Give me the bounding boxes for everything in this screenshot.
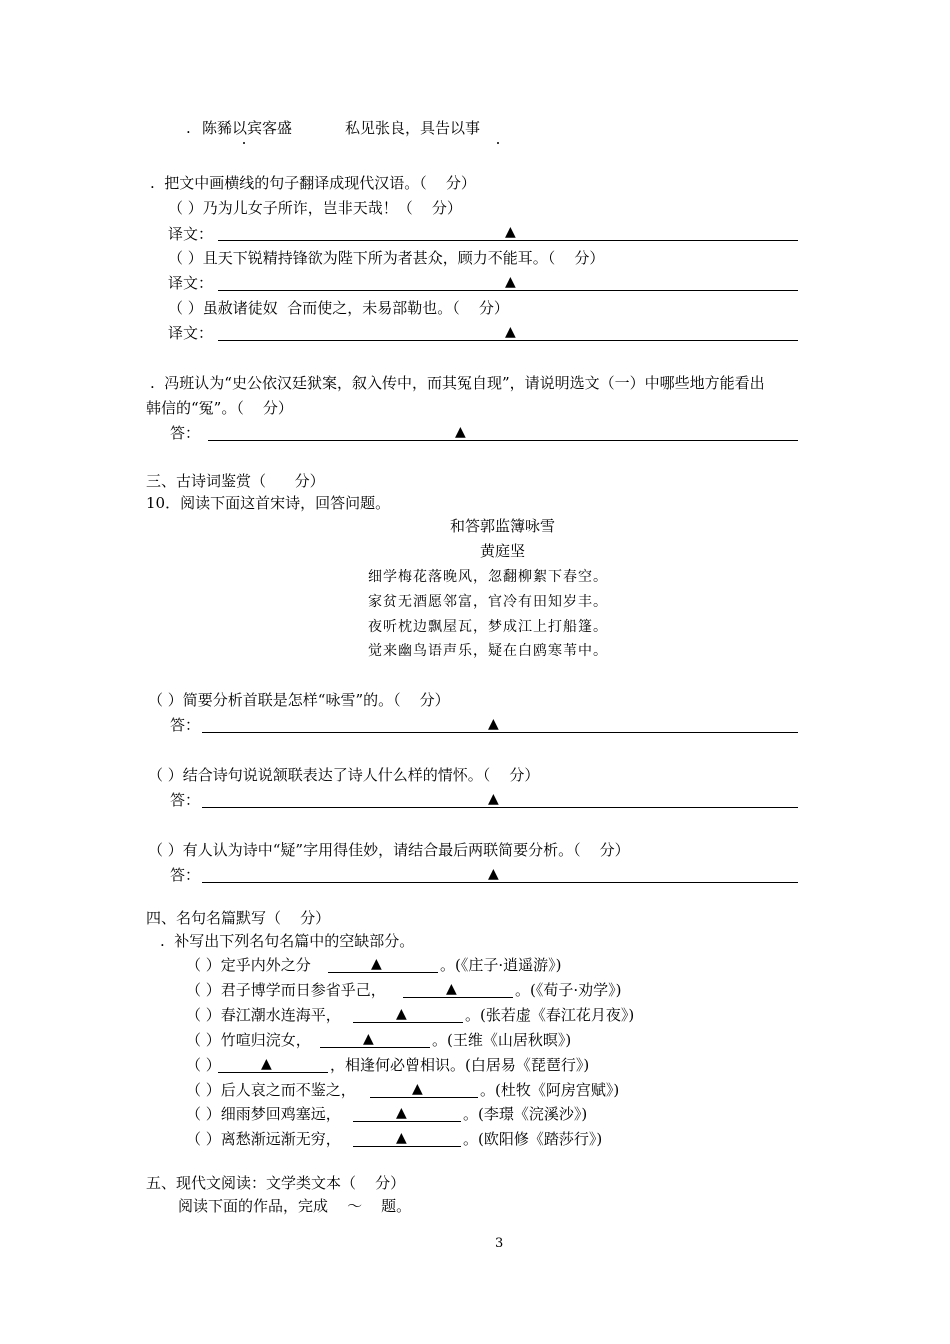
recite-item-2-pre: （ ）君子博学而日参省乎己， (186, 981, 386, 999)
fragment-num: . (186, 119, 191, 137)
q10-sub-2-label: 答： (170, 791, 201, 809)
recite-blank[interactable] (353, 1146, 461, 1147)
blank-marker-icon: ▲ (396, 1006, 407, 1022)
poem-title: 和答郭监簿咏雪 (449, 517, 555, 535)
recite-item-7-post: 。(李璟《浣溪沙》) (463, 1105, 588, 1123)
recite-item-3-pre: （ ）春江潮水连海平， (186, 1006, 341, 1024)
fragment-left: 陈豨以宾客盛 (202, 119, 293, 137)
recite-blank[interactable] (353, 1121, 461, 1122)
blank-marker-icon: ▲ (446, 981, 457, 997)
answer-blank[interactable] (202, 732, 798, 733)
recite-item-7-pre: （ ）细雨梦回鸡塞远， (186, 1105, 341, 1123)
answer-blank[interactable] (218, 240, 798, 241)
q9-line-1: . 冯班认为“史公依汉廷狱案，叙入传中，而其冤自现”，请说明选文（一）中哪些地方能看出 (150, 374, 765, 392)
blank-marker-icon: ▲ (261, 1056, 272, 1072)
poem-author: 黄庭坚 (479, 542, 525, 560)
section5-stem: 阅读下面的作品，完成 ～ 题。 (178, 1197, 412, 1215)
blank-marker-icon: ▲ (363, 1031, 374, 1047)
answer-blank[interactable] (208, 440, 798, 441)
recite-item-3-post: 。(张若虚《春江花月夜》) (465, 1006, 635, 1024)
answer-blank[interactable] (218, 340, 798, 341)
page-number: 3 (495, 1236, 504, 1251)
recite-item-5-post: ，相逢何必曾相识。(白居易《琵琶行》) (330, 1056, 590, 1074)
recite-item-4-post: 。(王维《山居秋暝》) (432, 1031, 572, 1049)
recite-item-6-post: 。(杜牧《阿房宫赋》) (480, 1081, 620, 1099)
emphasis-dot (243, 142, 245, 144)
q10-stem: 10．阅读下面这首宋诗，回答问题。 (146, 494, 391, 512)
recite-item-6-pre: （ ）后人哀之而不鉴之， (186, 1081, 356, 1099)
answer-blank[interactable] (202, 807, 798, 808)
blank-marker-icon: ▲ (455, 424, 466, 440)
q8-item-3: （ ）虽赦诸徒奴 合而使之，未易部勒也。（ 分） (168, 299, 509, 317)
recite-item-1-pre: （ ）定乎内外之分 (186, 956, 321, 974)
blank-marker-icon: ▲ (505, 274, 516, 290)
q10-sub-1: （ ）简要分析首联是怎样“咏雪”的。（ 分） (148, 691, 450, 709)
blank-marker-icon: ▲ (412, 1081, 423, 1097)
recite-blank[interactable] (320, 1047, 430, 1048)
blank-marker-icon: ▲ (505, 324, 516, 340)
q8-item-1-label: 译文： (168, 225, 214, 243)
blank-marker-icon: ▲ (396, 1105, 407, 1121)
recite-blank[interactable] (353, 1022, 463, 1023)
fragment-right: 私见张良，具告以事 (345, 119, 481, 137)
q9-line-2: 韩信的“冤”。（ 分） (146, 399, 293, 417)
section3-title: 三、古诗词鉴赏（ 分） (146, 472, 325, 490)
recite-item-4-pre: （ ）竹喧归浣女， (186, 1031, 311, 1049)
q10-sub-1-label: 答： (170, 716, 201, 734)
poem-line-1: 细学梅花落晚风，忽翻柳絮下春空。 (368, 569, 608, 585)
poem-line-4: 觉来幽鸟语声乐，疑在白鸥寒苇中。 (368, 643, 608, 659)
recite-blank[interactable] (328, 972, 438, 973)
recite-item-1-post: 。(《庄子·逍遥游》) (440, 956, 562, 974)
poem-line-2: 家贫无酒愿邻富，官冷有田知岁丰。 (368, 594, 608, 610)
section4-title: 四、名句名篇默写（ 分） (146, 909, 331, 927)
blank-marker-icon: ▲ (371, 956, 382, 972)
q8-item-3-label: 译文： (168, 324, 214, 342)
q8-item-2-label: 译文： (168, 274, 214, 292)
blank-marker-icon: ▲ (488, 791, 499, 807)
blank-marker-icon: ▲ (396, 1130, 407, 1146)
q8-item-1: （ ）乃为儿女子所诈，岂非天哉！（ 分） (168, 199, 462, 217)
blank-marker-icon: ▲ (505, 224, 516, 240)
answer-blank[interactable] (218, 290, 798, 291)
q8-item-2: （ ）且天下锐精持锋欲为陛下所为者甚众，顾力不能耳。（ 分） (168, 249, 605, 267)
q10-sub-3-label: 答： (170, 866, 201, 884)
emphasis-dot (497, 142, 499, 144)
q8-stem: . 把文中画横线的句子翻译成现代汉语。（ 分） (150, 174, 476, 192)
recite-item-8-post: 。(欧阳修《踏莎行》) (463, 1130, 603, 1148)
recite-blank[interactable] (218, 1072, 328, 1073)
recite-item-2-post: 。(《荀子·劝学》) (515, 981, 622, 999)
blank-marker-icon: ▲ (488, 716, 499, 732)
recite-item-5-pre: （ ） (186, 1056, 221, 1074)
q10-sub-3: （ ）有人认为诗中“疑”字用得佳妙，请结合最后两联简要分析。（ 分） (148, 841, 630, 859)
poem-line-3: 夜听枕边飘屋瓦，梦成江上打船篷。 (368, 619, 608, 635)
recite-item-8-pre: （ ）离愁渐远渐无穷， (186, 1130, 341, 1148)
q9-answer-label: 答： (170, 424, 201, 442)
blank-marker-icon: ▲ (488, 866, 499, 882)
section4-stem: . 补写出下列名句名篇中的空缺部分。 (160, 932, 415, 950)
recite-blank[interactable] (370, 1097, 478, 1098)
answer-blank[interactable] (202, 882, 798, 883)
q10-sub-2: （ ）结合诗句说说颔联表达了诗人什么样的情怀。（ 分） (148, 766, 540, 784)
recite-blank[interactable] (403, 997, 513, 998)
section5-title: 五、现代文阅读：文学类文本（ 分） (146, 1174, 406, 1192)
